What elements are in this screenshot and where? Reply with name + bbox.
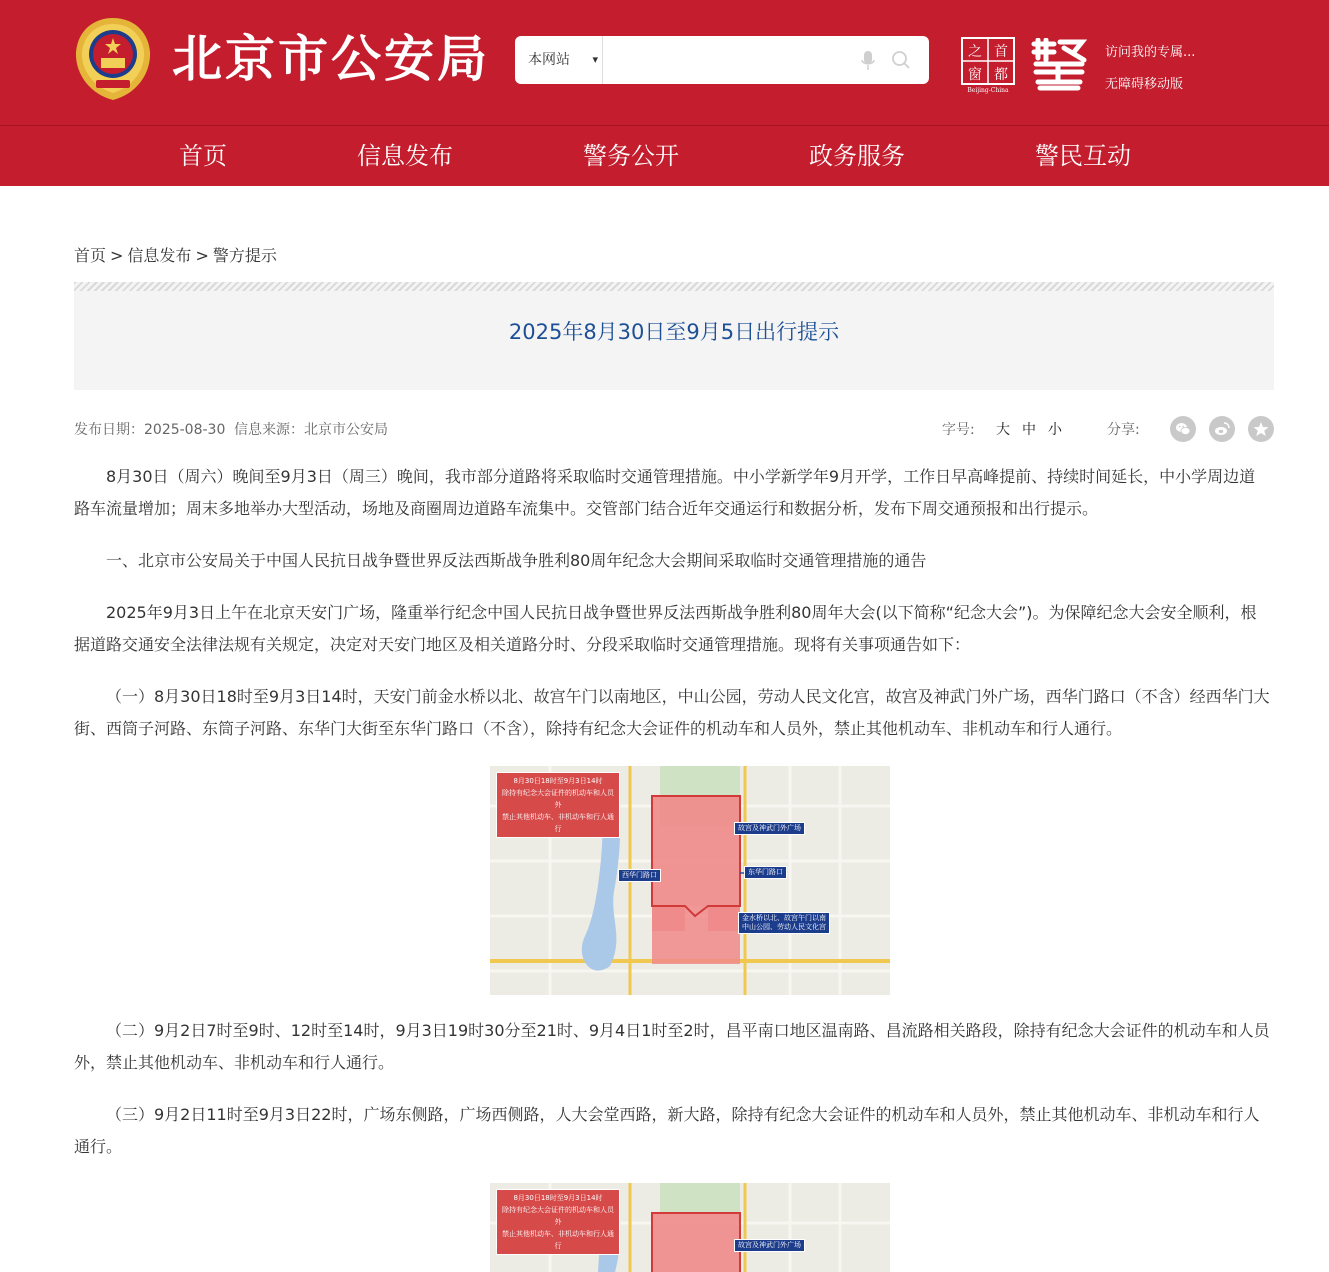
accessible-mobile-link[interactable]: 无障碍移动版 [1105, 77, 1184, 92]
police-emblem-icon[interactable] [74, 16, 152, 102]
police-calligraphy-mark[interactable] [1030, 38, 1088, 92]
map-callout-line: 禁止其他机动车、非机动车和行人通行 [502, 1230, 614, 1250]
capital-logo-char: 首 [994, 44, 1008, 60]
search-input[interactable] [607, 42, 847, 78]
control-zone-map-2[interactable] [490, 1183, 890, 1272]
site-title[interactable]: 北京市公安局 [172, 30, 490, 88]
main-nav [0, 125, 1329, 186]
favorite-share-button[interactable] [1248, 416, 1274, 442]
font-size-medium[interactable]: 中 [1022, 422, 1036, 438]
breadcrumb-info-release[interactable]: 信息发布 [127, 246, 192, 265]
control-zone-map[interactable] [490, 766, 890, 995]
capital-logo-char: 窗 [968, 67, 982, 83]
site-header [0, 0, 1329, 125]
breadcrumb-separator: > [195, 246, 209, 265]
map-label-jinshuiqiao [738, 912, 830, 934]
map-callout-line: 除持有纪念大会证件的机动车和人员外 [502, 789, 614, 809]
search-icon[interactable] [891, 50, 911, 70]
map-label-line: 中山公园、劳动人民文化宫 [742, 923, 826, 931]
nav-police-affairs[interactable]: 警务公开 [583, 142, 679, 170]
weibo-share-button[interactable] [1209, 416, 1235, 442]
map-label-shenwumen: 故宫及神武门外广场 [734, 1239, 805, 1252]
search-bar [515, 36, 929, 84]
map-label-shenwumen: 故宫及神武门外广场 [734, 822, 805, 835]
info-source: 信息来源：北京市公安局 [234, 422, 388, 438]
breadcrumb-separator: > [110, 246, 124, 265]
article-paragraph-intro: 8月30日（周六）晚间至9月3日（周三）晚间，我市部分道路将采取临时交通管理措施。中小学新学年9月开学，工作日早高峰提前、持续时间延长，中小学周边道路车流量增加；周末多地举办大型活动，场地及商圈周边道路车流集中。交管部门结合近年交通运行和数据分析，发布下周交通预报和出行提示。 [74, 467, 1256, 518]
publish-date: 发布日期：2025-08-30 [74, 422, 226, 438]
map-label-donghuamen: 东华门路口 [744, 866, 787, 879]
article-title: 2025年8月30日至9月5日出行提示 [508, 320, 840, 344]
nav-home[interactable]: 首页 [179, 142, 227, 170]
article-paragraph-item-2: （二）9月2日7时至9时、12时至14时，9月3日19时30分至21时、9月4日1时至2时，昌平南口地区温南路、昌流路相关路段，除持有纪念大会证件的机动车和人员外，禁止其他机动车、非机动车和行人通行。 [74, 1021, 1270, 1072]
breadcrumb [74, 243, 277, 266]
map-callout-line: 8月30日18时至9月3日14时 [513, 1194, 603, 1202]
favorite-icon [1253, 421, 1269, 437]
personal-space-link[interactable]: 访问我的专属... [1105, 45, 1196, 60]
wechat-icon [1175, 421, 1191, 437]
search-scope-label: 本网站 [528, 52, 570, 68]
map-callout-line: 除持有纪念大会证件的机动车和人员外 [502, 1206, 614, 1226]
title-panel [74, 282, 1274, 390]
nav-government-service[interactable]: 政务服务 [809, 142, 905, 170]
article-section-heading: 一、北京市公安局关于中国人民抗日战争暨世界反法西斯战争胜利80周年纪念大会期间采取临时交通管理措施的通告 [106, 551, 927, 570]
share-label: 分享: [1107, 422, 1140, 438]
capital-logo-caption: Beijing-China [967, 87, 1009, 94]
article-paragraph-notice: 2025年9月3日上午在北京天安门广场，隆重举行纪念中国人民抗日战争暨世界反法西斯战争胜利80周年大会(以下简称“纪念大会”)。为保障纪念大会安全顺利，根据道路交通安全法律法规有关规定，决定对天安门地区及相关道路分时、分段采取临时交通管理措施。现将有关事项通告如下： [74, 603, 1257, 654]
decorative-stripes [74, 282, 1274, 291]
map-callout [496, 772, 620, 838]
font-size-large[interactable]: 大 [996, 422, 1010, 438]
article-paragraph-item-3: （三）9月2日11时至9月3日22时，广场东侧路，广场西侧路，人大会堂西路，新大路，除持有纪念大会证件的机动车和人员外，禁止其他机动车、非机动车和行人通行。 [74, 1105, 1260, 1156]
map-label-line: 金水桥以北、故宫午门以南 [742, 914, 826, 922]
article-paragraph-item-1: （一）8月30日18时至9月3日14时，天安门前金水桥以北、故宫午门以南地区，中山公园，劳动人民文化宫，故宫及神武门外广场，西华门路口（不含）经西华门大街、西筒子河路、东筒子河路、东华门大街至东华门路口（不含），除持有纪念大会证件的机动车和人员外，禁止其他机动车、非机动车和行人通行。 [74, 687, 1270, 738]
map-callout-line: 8月30日18时至9月3日14时 [513, 777, 603, 785]
weibo-icon [1214, 421, 1230, 437]
microphone-icon[interactable] [860, 50, 876, 72]
capital-logo-char: 之 [968, 44, 982, 60]
map-label-xihuamen: 西华门路口 [618, 869, 661, 882]
nav-info-release[interactable]: 信息发布 [357, 142, 453, 170]
breadcrumb-police-tips[interactable]: 警方提示 [212, 246, 277, 265]
capital-window-logo[interactable] [960, 36, 1016, 94]
nav-interaction[interactable]: 警民互动 [1035, 142, 1131, 170]
capital-logo-char: 都 [994, 67, 1008, 83]
map-callout [496, 1189, 620, 1255]
wechat-share-button[interactable] [1170, 416, 1196, 442]
search-scope-select[interactable] [515, 36, 603, 84]
chevron-down-icon: ▾ [592, 53, 598, 66]
map-callout-line: 禁止其他机动车、非机动车和行人通行 [502, 813, 614, 833]
font-size-label: 字号: [942, 422, 975, 438]
font-size-small[interactable]: 小 [1048, 422, 1062, 438]
breadcrumb-home[interactable]: 首页 [74, 246, 107, 265]
